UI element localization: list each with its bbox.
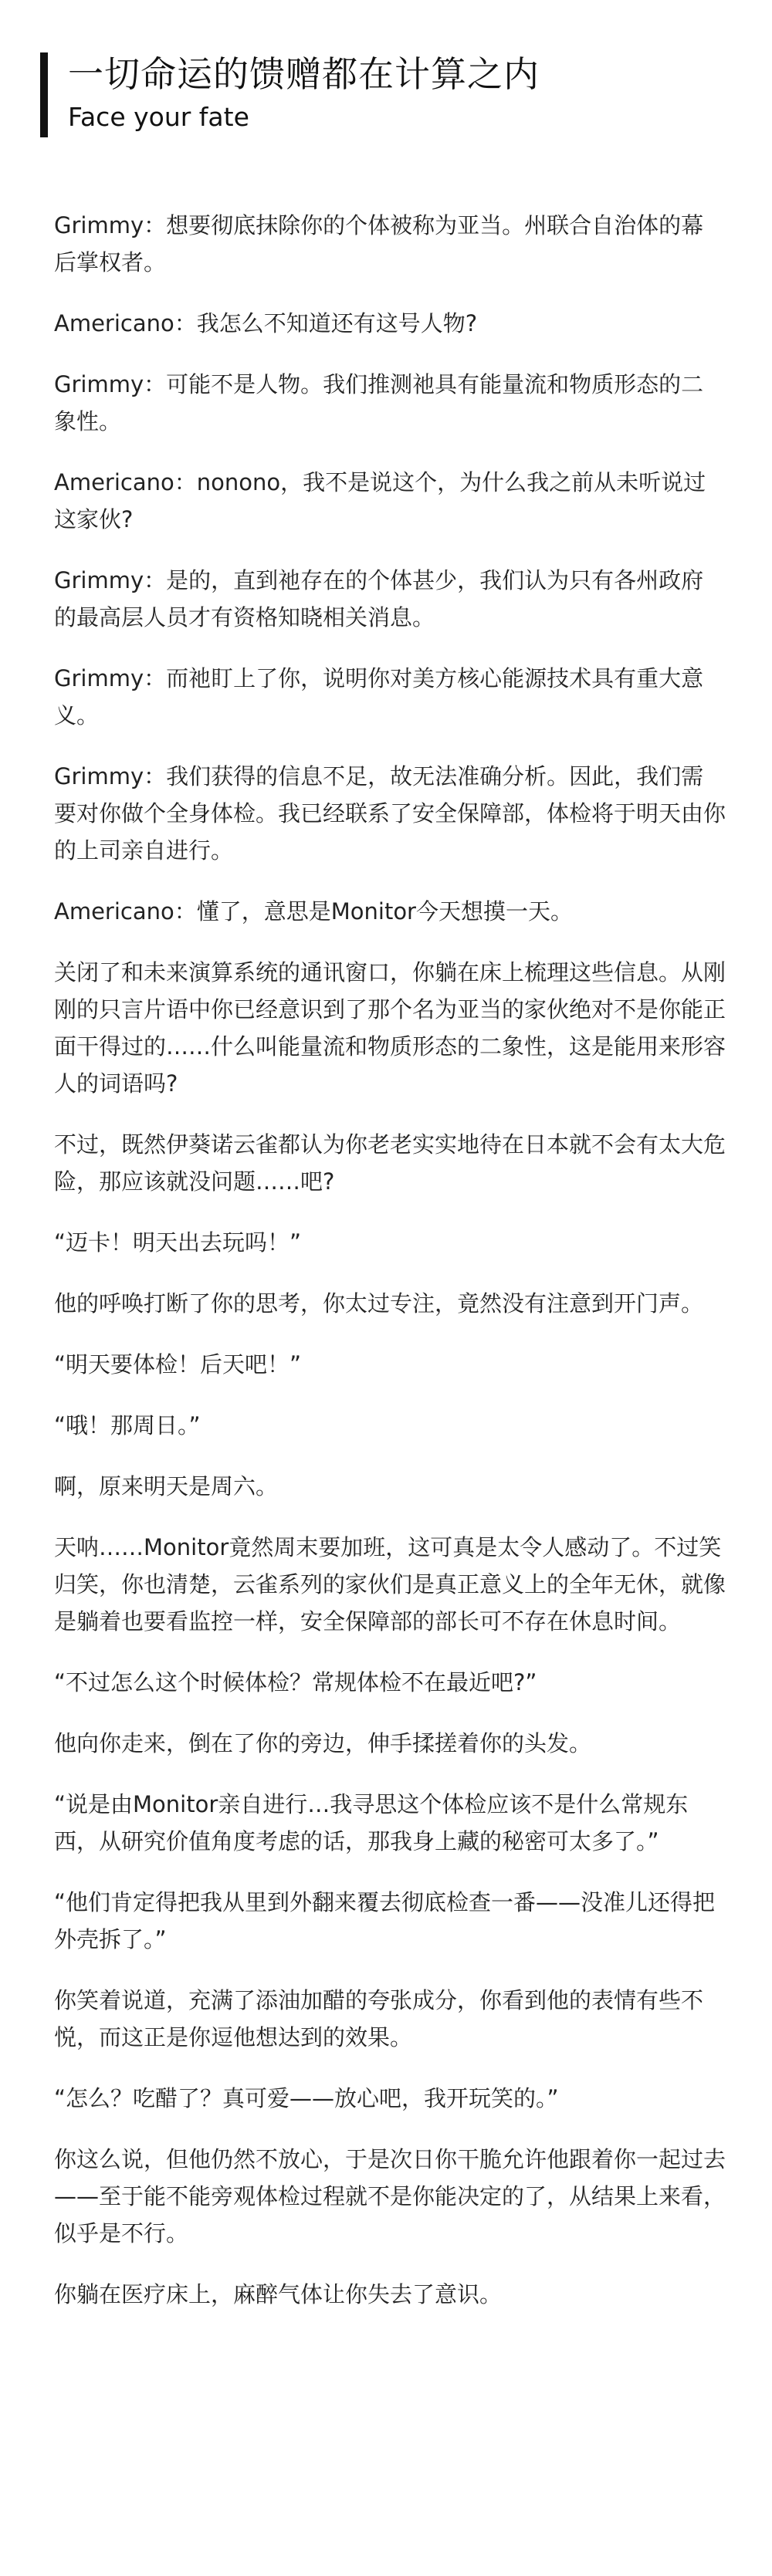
paragraph: Grimmy：想要彻底抹除你的个体被称为亚当。州联合自治体的幕后掌权者。 xyxy=(54,212,704,276)
paragraph: “说是由Monitor亲自进行…我寻思这个体检应该不是什么常规东西，从研究价值角度考虑的话，那我身上藏的秘密可太多了。” xyxy=(54,1791,689,1854)
paragraph: Grimmy：我们获得的信息不足，故无法准确分析。因此，我们需要对你做个全身体检。我已经联系了安全保障部，体检将于明天由你的上司亲自进行。 xyxy=(54,763,726,864)
paragraph: 你笑着说道，充满了添油加醋的夸张成分，你看到他的表情有些不悦，而这正是你逗他想达到的效果。 xyxy=(54,1987,704,2050)
paragraph: Americano：懂了，意思是Monitor今天想摸一天。 xyxy=(54,898,573,925)
paragraph: 你躺在医疗床上，麻醉气体让你失去了意识。 xyxy=(54,2281,503,2307)
paragraph: Grimmy：是的，直到祂存在的个体甚少，我们认为只有各州政府的最高层人员才有资格知晓相关消息。 xyxy=(54,567,704,630)
paragraph: “明天要体检！后天吧！” xyxy=(54,1351,302,1378)
paragraph: Grimmy：可能不是人物。我们推测祂具有能量流和物质形态的二象性。 xyxy=(54,371,704,434)
paragraph: 啊，原来明天是周六。 xyxy=(54,1473,279,1499)
article-subtitle: Face your fate xyxy=(68,102,249,132)
paragraph: “他们肯定得把我从里到外翻来覆去彻底检查一番——没准儿还得把外壳拆了。” xyxy=(54,1889,716,1952)
paragraph: Grimmy：而祂盯上了你，说明你对美方核心能源技术具有重大意义。 xyxy=(54,665,704,729)
paragraph: Americano：nonono，我不是说这个，为什么我之前从未听说过这家伙? xyxy=(54,469,706,532)
paragraph: 他的呼唤打断了你的思考，你太过专注，竟然没有注意到开门声。 xyxy=(54,1290,704,1317)
article-body xyxy=(54,207,726,2337)
paragraph: “怎么？吃醋了？真可爱——放心吧，我开玩笑的。” xyxy=(54,2085,559,2111)
paragraph: Americano：我怎么不知道还有这号人物? xyxy=(54,310,478,336)
paragraph: “迈卡！明天出去玩吗！” xyxy=(54,1229,302,1256)
article-title: 一切命运的馈赠都在计算之内 xyxy=(68,53,540,95)
paragraph: “哦！那周日。” xyxy=(54,1412,201,1438)
paragraph: 天呐……Monitor竟然周末要加班，这可真是太令人感动了。不过笑归笑，你也清楚，云雀系列的家伙们是真正意义上的全年无休，就像是躺着也要看监控一样，安全保障部的部长可不存在休息时间。 xyxy=(54,1534,726,1635)
paragraph: “不过怎么这个时候体检？常规体检不在最近吧?” xyxy=(54,1669,537,1695)
paragraph: 他向你走来，倒在了你的旁边，伸手揉搓着你的头发。 xyxy=(54,1730,592,1756)
article-header xyxy=(40,52,540,137)
paragraph: 不过，既然伊葵诺云雀都认为你老老实实地待在日本就不会有太大危险，那应该就没问题……吧? xyxy=(54,1131,726,1195)
paragraph: 你这么说，但他仍然不放心，于是次日你干脆允许他跟着你一起过去——至于能不能旁观体检过程就不是你能决定的了，从结果上来看，似乎是不行。 xyxy=(54,2146,726,2246)
paragraph: 关闭了和未来演算系统的通讯窗口，你躺在床上梳理这些信息。从刚刚的只言片语中你已经意识到了那个名为亚当的家伙绝对不是你能正面干得过的……什么叫能量流和物质形态的二象性，这是能用来形容人的词语吗? xyxy=(54,959,726,1097)
